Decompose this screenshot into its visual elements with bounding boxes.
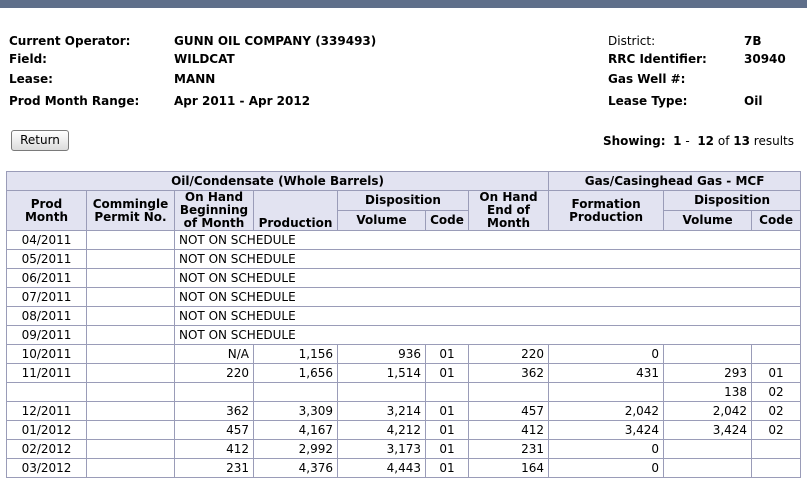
disp-code-cell: 01 xyxy=(426,421,469,440)
gas-code-cell xyxy=(752,345,801,364)
gas-code-cell xyxy=(752,459,801,478)
commingle-header: Commingle Permit No. xyxy=(87,191,175,231)
commingle-cell xyxy=(87,288,175,307)
prod-month-range-value: Apr 2011 - Apr 2012 xyxy=(174,94,311,108)
table-row xyxy=(7,307,801,326)
commingle-cell xyxy=(87,383,175,402)
current-operator-value: GUNN OIL COMPANY (339493) xyxy=(174,34,377,48)
on-hand-begin-cell: 412 xyxy=(175,440,254,459)
prod-month-cell: 11/2011 xyxy=(7,364,87,383)
on-hand-begin-header: On Hand Beginning of Month xyxy=(175,191,254,231)
prod-month-cell: 06/2011 xyxy=(7,269,87,288)
prod-month-cell: 08/2011 xyxy=(7,307,87,326)
lease-type-label: Lease Type: xyxy=(608,94,688,108)
commingle-cell xyxy=(87,364,175,383)
commingle-cell xyxy=(87,307,175,326)
rrc-identifier-label: RRC Identifier: xyxy=(608,52,707,66)
table-row xyxy=(7,440,801,459)
lease-label: Lease: xyxy=(9,72,53,86)
prod-month-cell: 01/2012 xyxy=(7,421,87,440)
gas-code-cell: 02 xyxy=(752,402,801,421)
on-hand-begin-cell: 231 xyxy=(175,459,254,478)
formation-production-cell: 3,424 xyxy=(549,421,664,440)
on-hand-end-cell xyxy=(469,383,549,402)
not-on-schedule-cell: NOT ON SCHEDULE xyxy=(175,288,801,307)
commingle-cell xyxy=(87,231,175,250)
formation-production-cell xyxy=(549,383,664,402)
production-cell: 2,992 xyxy=(254,440,338,459)
prod-month-cell: 09/2011 xyxy=(7,326,87,345)
prod-month-cell: 05/2011 xyxy=(7,250,87,269)
not-on-schedule-cell: NOT ON SCHEDULE xyxy=(175,269,801,288)
gas-volume-cell xyxy=(664,440,752,459)
formation-production-cell: 2,042 xyxy=(549,402,664,421)
gas-volume-header: Volume xyxy=(664,211,752,231)
gas-volume-cell: 138 xyxy=(664,383,752,402)
gas-volume-cell: 3,424 xyxy=(664,421,752,440)
district-value: 7B xyxy=(744,34,762,48)
production-header: Production xyxy=(254,191,338,231)
not-on-schedule-cell: NOT ON SCHEDULE xyxy=(175,231,801,250)
formation-production-header: Formation Production xyxy=(549,191,664,231)
on-hand-end-cell: 164 xyxy=(469,459,549,478)
current-operator-label: Current Operator: xyxy=(9,34,131,48)
disp-volume-cell: 4,443 xyxy=(338,459,426,478)
gas-volume-cell: 2,042 xyxy=(664,402,752,421)
gas-code-cell xyxy=(752,440,801,459)
gas-volume-cell xyxy=(664,345,752,364)
disp-code-cell: 01 xyxy=(426,345,469,364)
table-row xyxy=(7,421,801,440)
gas-volume-cell: 293 xyxy=(664,364,752,383)
on-hand-begin-cell: 362 xyxy=(175,402,254,421)
table-row xyxy=(7,345,801,364)
production-cell xyxy=(254,383,338,402)
commingle-cell xyxy=(87,459,175,478)
disp-code-cell xyxy=(426,383,469,402)
top-bar xyxy=(0,0,807,8)
showing-label: Showing: xyxy=(602,134,666,148)
gas-volume-cell xyxy=(664,459,752,478)
gas-code-header: Code xyxy=(752,211,801,231)
disp-volume-cell xyxy=(338,383,426,402)
on-hand-end-cell: 362 xyxy=(469,364,549,383)
disp-code-cell: 01 xyxy=(426,440,469,459)
showing-from: 1 xyxy=(673,134,682,148)
field-label: Field: xyxy=(9,52,47,66)
prod-month-header: Prod Month xyxy=(7,191,87,231)
gas-well-label: Gas Well #: xyxy=(608,72,686,86)
on-hand-begin-cell xyxy=(175,383,254,402)
on-hand-begin-cell: 457 xyxy=(175,421,254,440)
volume-header: Volume xyxy=(338,211,426,231)
production-cell: 4,167 xyxy=(254,421,338,440)
prod-month-cell: 04/2011 xyxy=(7,231,87,250)
prod-month-cell: 12/2011 xyxy=(7,402,87,421)
disp-code-cell: 01 xyxy=(426,402,469,421)
showing-dash: - xyxy=(685,134,690,148)
production-table xyxy=(6,171,801,478)
disp-volume-cell: 1,514 xyxy=(338,364,426,383)
on-hand-begin-cell: 220 xyxy=(175,364,254,383)
on-hand-end-cell: 412 xyxy=(469,421,549,440)
gas-code-cell: 01 xyxy=(752,364,801,383)
disposition-header: Disposition xyxy=(338,191,469,211)
gas-group-header: Gas/Casinghead Gas - MCF xyxy=(549,172,801,191)
on-hand-begin-cell: N/A xyxy=(175,345,254,364)
commingle-cell xyxy=(87,345,175,364)
gas-disposition-header: Disposition xyxy=(664,191,801,211)
lease-value: MANN xyxy=(174,72,216,86)
disp-volume-cell: 936 xyxy=(338,345,426,364)
commingle-cell xyxy=(87,402,175,421)
table-row xyxy=(7,231,801,250)
production-cell: 1,156 xyxy=(254,345,338,364)
disp-code-cell: 01 xyxy=(426,364,469,383)
production-cell: 1,656 xyxy=(254,364,338,383)
formation-production-cell: 0 xyxy=(549,440,664,459)
gas-code-cell: 02 xyxy=(752,421,801,440)
prod-month-range-label: Prod Month Range: xyxy=(9,94,140,108)
on-hand-end-cell: 220 xyxy=(469,345,549,364)
disp-volume-cell: 3,173 xyxy=(338,440,426,459)
results-summary xyxy=(603,134,794,148)
commingle-cell xyxy=(87,326,175,345)
disp-volume-cell: 3,214 xyxy=(338,402,426,421)
not-on-schedule-cell: NOT ON SCHEDULE xyxy=(175,307,801,326)
table-row xyxy=(7,402,801,421)
table-row xyxy=(7,250,801,269)
commingle-cell xyxy=(87,269,175,288)
prod-month-cell: 03/2012 xyxy=(7,459,87,478)
table-row xyxy=(7,288,801,307)
table-row xyxy=(7,459,801,478)
not-on-schedule-cell: NOT ON SCHEDULE xyxy=(175,326,801,345)
oil-condensate-group-header: Oil/Condensate (Whole Barrels) xyxy=(7,172,549,191)
on-hand-end-cell: 231 xyxy=(469,440,549,459)
return-button[interactable]: Return xyxy=(11,130,69,151)
gas-code-cell: 02 xyxy=(752,383,801,402)
prod-month-cell: 10/2011 xyxy=(7,345,87,364)
on-hand-end-cell: 457 xyxy=(469,402,549,421)
commingle-cell xyxy=(87,421,175,440)
field-value: WILDCAT xyxy=(174,52,235,66)
lease-type-value: Oil xyxy=(744,94,763,108)
rrc-identifier-value: 30940 xyxy=(744,52,786,66)
table-row xyxy=(7,269,801,288)
district-label: District: xyxy=(608,34,656,48)
showing-total: 13 xyxy=(733,134,750,148)
table-row xyxy=(7,326,801,345)
prod-month-cell: 07/2011 xyxy=(7,288,87,307)
code-header: Code xyxy=(426,211,469,231)
on-hand-end-header: On Hand End of Month xyxy=(469,191,549,231)
disp-volume-cell: 4,212 xyxy=(338,421,426,440)
formation-production-cell: 0 xyxy=(549,345,664,364)
commingle-cell xyxy=(87,250,175,269)
showing-of: of xyxy=(717,134,730,148)
production-cell: 3,309 xyxy=(254,402,338,421)
table-row xyxy=(7,383,801,402)
commingle-cell xyxy=(87,440,175,459)
showing-to: 12 xyxy=(697,134,715,148)
showing-results: results xyxy=(753,134,794,148)
formation-production-cell: 431 xyxy=(549,364,664,383)
prod-month-cell xyxy=(7,383,87,402)
production-cell: 4,376 xyxy=(254,459,338,478)
table-row xyxy=(7,364,801,383)
not-on-schedule-cell: NOT ON SCHEDULE xyxy=(175,250,801,269)
formation-production-cell: 0 xyxy=(549,459,664,478)
disp-code-cell: 01 xyxy=(426,459,469,478)
prod-month-cell: 02/2012 xyxy=(7,440,87,459)
